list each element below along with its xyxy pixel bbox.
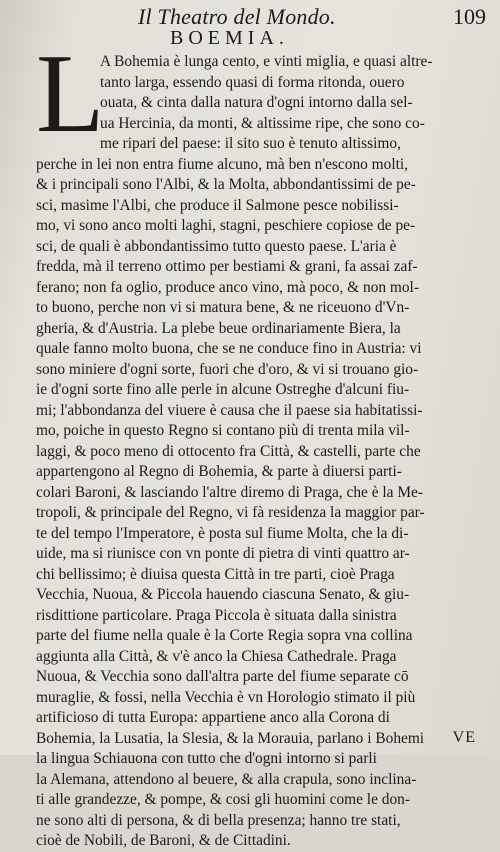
text-line: appartengono al Regno di Bohemia, & parte à diuersi parti- <box>36 463 402 480</box>
text-line: sono miniere d'ogni sorte, fuori che d'oro, & vi si trouano gio- <box>36 360 419 378</box>
text-line: tropoli, & principale del Regno, vi fà residenza la maggior par- <box>36 504 425 521</box>
text-line: ferano; non fa oglio, produce anco vino, mà poco, & non mol- <box>36 278 419 296</box>
text-line: uide, ma si riunisce con vn ponte di pietra di vinti quattro ar- <box>36 545 410 562</box>
text-line: ouata, & cinta dalla natura d'ogni intorno dalla sel- <box>100 94 413 111</box>
text-line: laggi, & poco meno di ottocento fra Città, & castelli, parte che <box>36 442 421 460</box>
text-line: te del tempo l'Imperatore, è posta sul fiume Molta, che la di- <box>36 524 409 542</box>
text-line: parte del fiume nella quale è la Corte Regia sopra vna collina <box>36 627 413 644</box>
text-line: perche in lei non entra fiume alcuno, mà ben n'escono molti, <box>36 155 409 173</box>
text-line: ie d'ogni sorte fino alle perle in alcune Ostreghe d'alcuni fiu- <box>36 381 410 398</box>
text-line: muraglie, & fossi, nella Vecchia è vn Horologio stimato il più <box>36 688 416 706</box>
running-title: Il Theatro del Mondo. <box>138 4 336 29</box>
text-line: ua Hercinia, da monti, & altissime ripe, che sono co- <box>100 114 425 132</box>
text-line: A Bohemia è lunga cento, e vinti miglia, e quasi altre- <box>100 53 433 70</box>
text-line: la Alemana, attendono al beuere, & alla crapula, sono inclina- <box>36 770 417 788</box>
text-line: colari Baroni, & lasciando l'altre diremo di Praga, che è la Me- <box>36 483 423 501</box>
text-line: tanto larga, essendo quasi di forma ritonda, ouero <box>100 73 405 91</box>
text-line: sci, masime l'Albi, che produce il Salmone pesce nobilissi- <box>36 196 399 214</box>
text-line: chi bellissimo; è diuisa questa Città in tre parti, cioè Praga <box>36 565 395 583</box>
text-line: mo, poiche in questo Regno si contano più di trenta mila vil- <box>36 422 410 439</box>
page-number: 109 <box>453 4 486 29</box>
text-line: sci, de quali è abbondantissimo tutto questo paese. L'aria è <box>36 237 397 255</box>
text-line: la lingua Schiauona con tutto che d'ogni intorno si parli <box>36 750 377 767</box>
body-text <box>36 52 492 852</box>
text-line: Bohemia, la Lusatia, la Slesia, & la Morauia, parlano i Bohemi <box>36 729 425 747</box>
text-line: Vecchia, Nuoua, & Piccola hauendo ciascuna Senato, & giu- <box>36 586 410 603</box>
text-line: ti alle grandezze, & pompe, & cosi gli huomini come le don- <box>36 791 410 808</box>
text-line: aggiunta alla Città, & v'è anco la Chiesa Cathedrale. Praga <box>36 647 397 665</box>
text-line: mo, vi sono anco molti laghi, stagni, peschiere copiose de pe- <box>36 217 416 234</box>
text-line: ne sono alti di persona, & di bella presenza; hanno tre stati, <box>36 811 401 829</box>
text-line: & i principali sono l'Albi, & la Molta, abbondantissimi de pe- <box>36 176 416 193</box>
text-line: fredda, mà il terreno ottimo per bestiami & grani, fa assai zaf- <box>36 258 418 275</box>
text-line: risdittione particolare. Praga Piccola è situata dalla sinistra <box>36 606 397 624</box>
section-title: BOEMIA. <box>170 27 289 49</box>
text-line: to buono, perche non vi si matura bene, & ne riceuono d'Vn- <box>36 299 410 316</box>
drop-cap: L <box>36 32 105 156</box>
text-line: Nuoua, & Vecchia sono dall'altra parte del fiume separate cō <box>36 668 409 685</box>
text-line: cioè de Nobili, de Baroni, & de Cittadini. <box>36 832 291 849</box>
text-line: me ripari del paese: il sito suo è tenuto altissimo, <box>100 135 401 152</box>
text-line: mi; l'abbondanza del viuere è causa che il paese sia habitatissi- <box>36 401 423 419</box>
text-line: quale fanno molto buona, che se ne conduce fino in Austria: vi <box>36 340 422 357</box>
text-line: artificioso di tutta Europa: appartiene anco alla Corona di <box>36 709 390 726</box>
text-line: gheria, & d'Austria. La plebe beue ordinariamente Biera, la <box>36 319 401 337</box>
catchword: VE <box>452 729 476 746</box>
